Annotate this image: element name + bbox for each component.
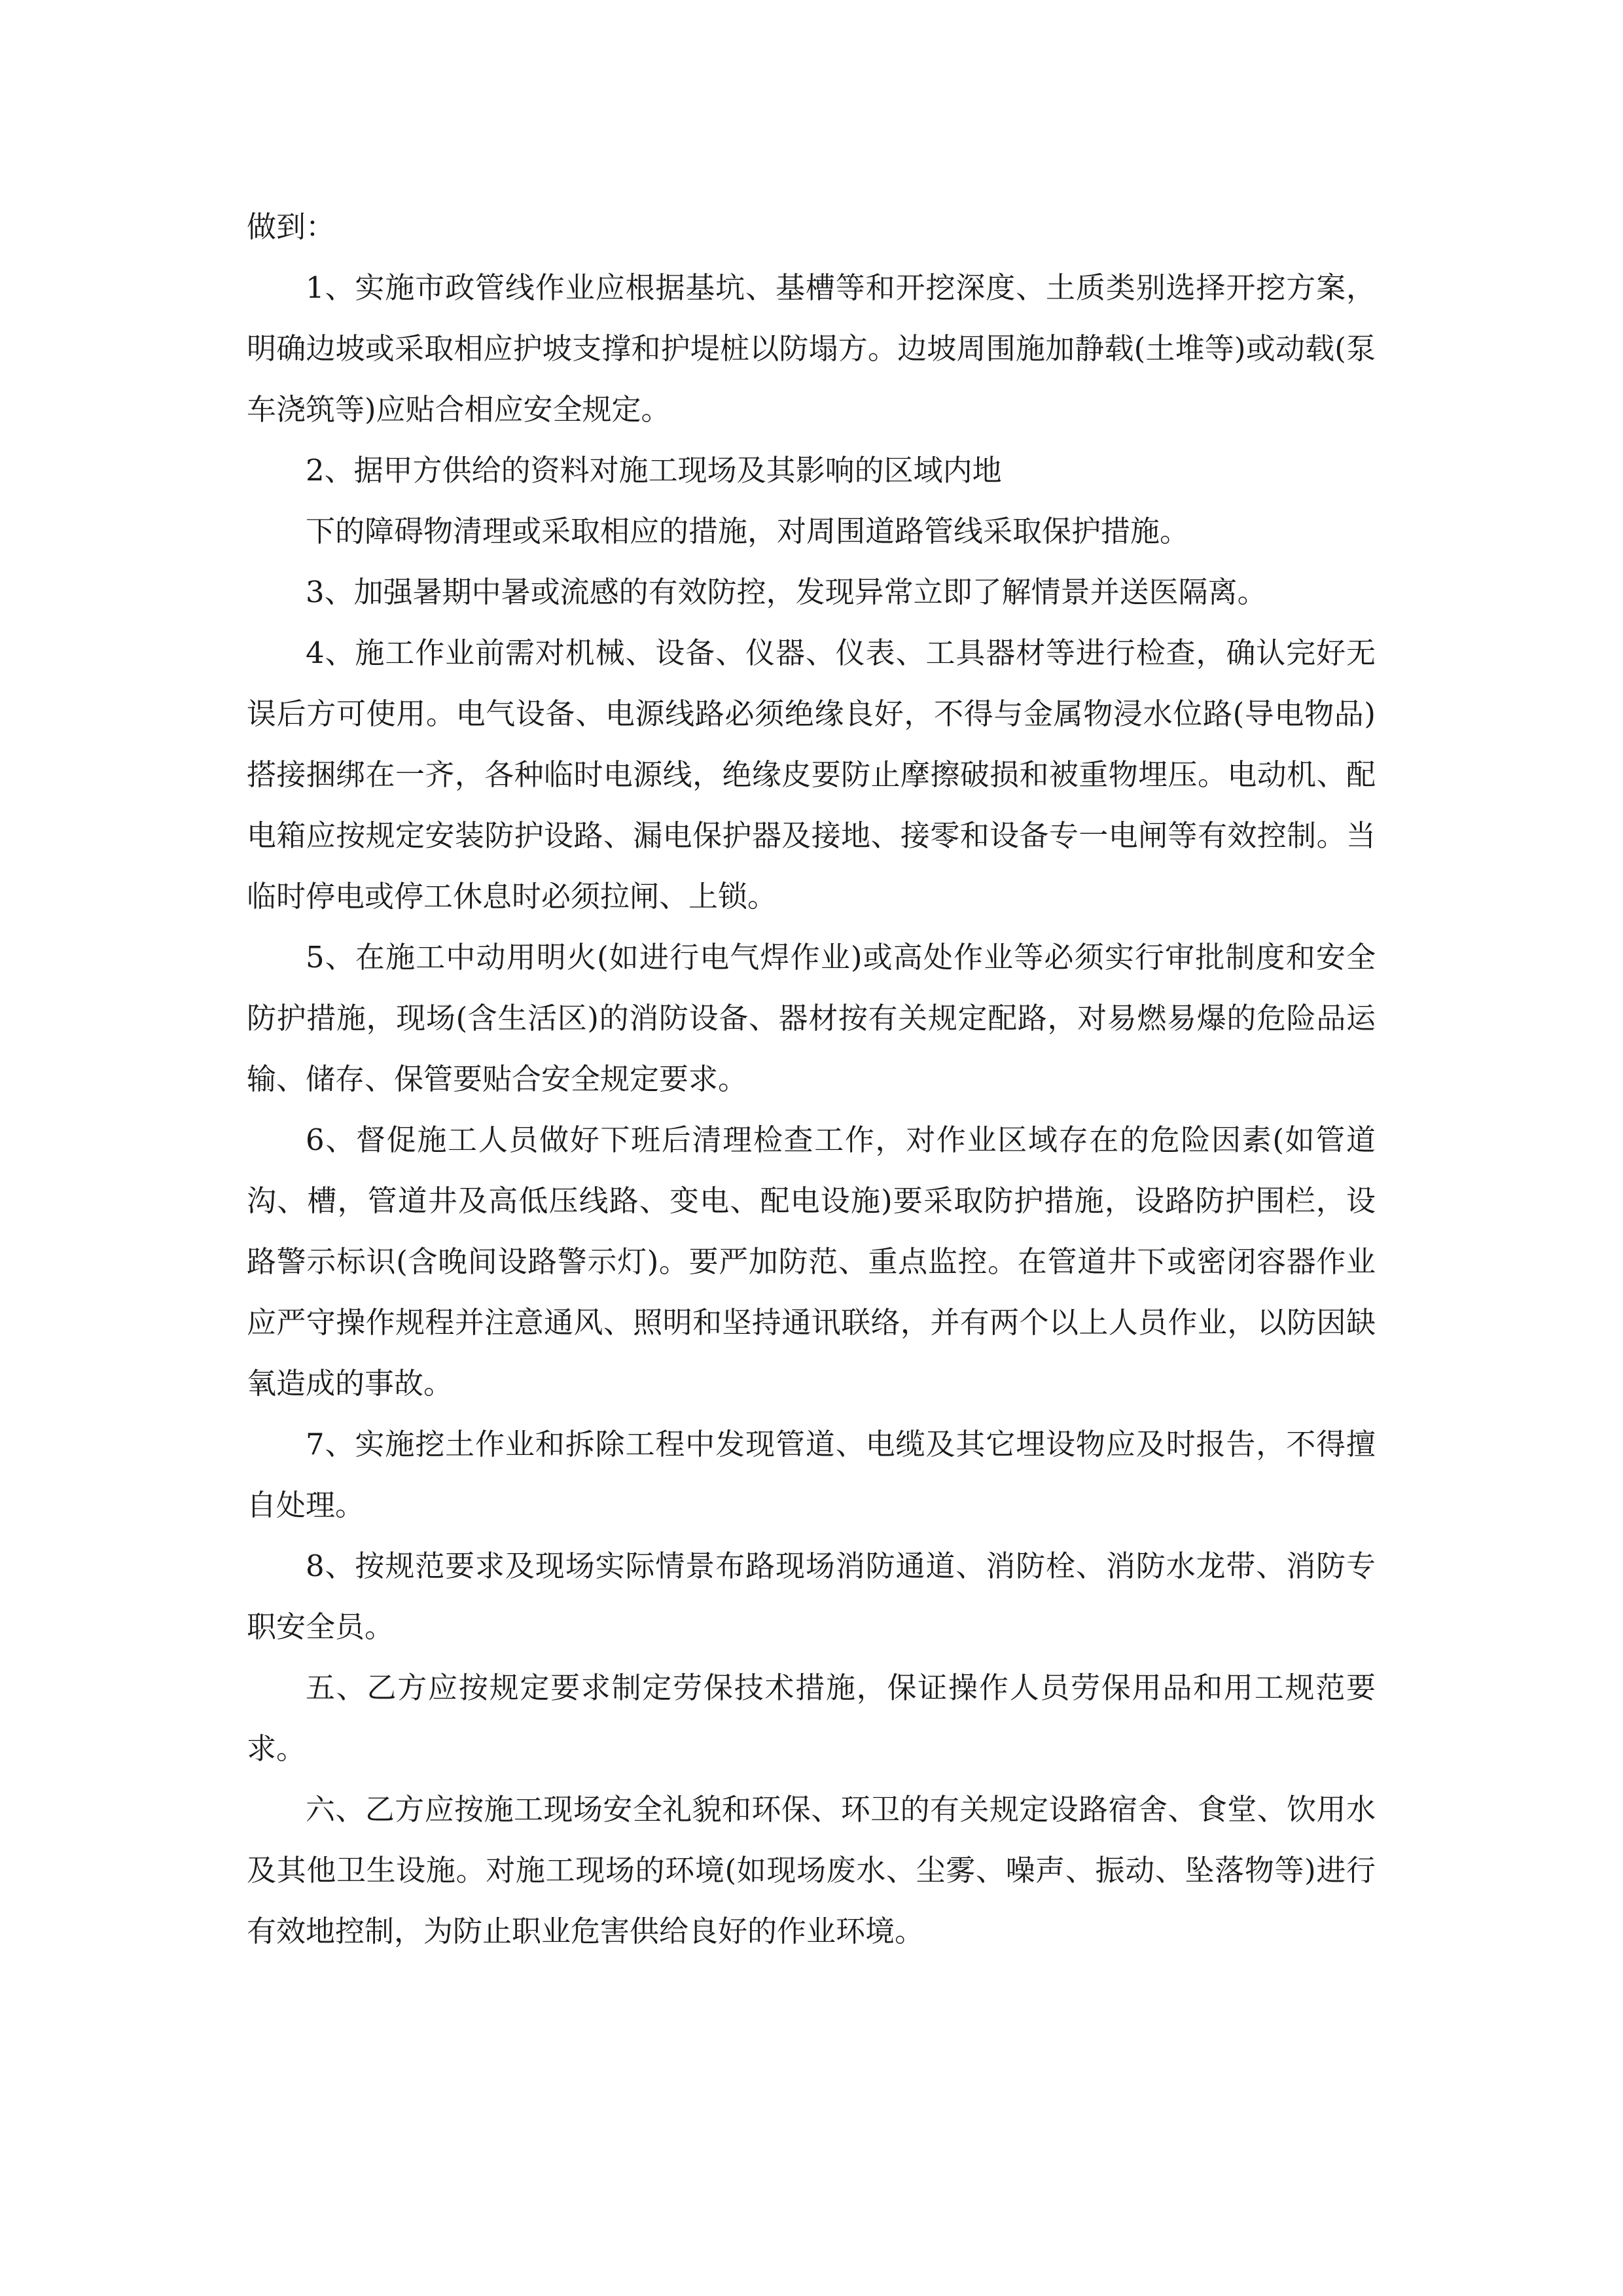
paragraph-item-8: 8、按规范要求及现场实际情景布路现场消防通道、消防栓、消防水龙带、消防专职安全员。: [247, 1549, 1376, 1644]
paragraph-item-1: 1、实施市政管线作业应根据基坑、基槽等和开挖深度、土质类别选择开挖方案，明确边坡或采取相应护坡支撑和护堤桩以防塌方。边坡周围施加静载(土堆等)或动载(泵车浇筑等)应贴合相应安全规定。: [247, 270, 1376, 427]
paragraph-section-6: 六、乙方应按施工现场安全礼貌和环保、环卫的有关规定设路宿舍、食堂、饮用水及其他卫生设施。对施工现场的环境(如现场废水、尘雾、噪声、振动、坠落物等)进行有效地控制，为防止职业危害供给良好的作业环境。: [247, 1792, 1376, 1948]
paragraph-continuation: 做到：: [247, 209, 336, 244]
paragraph-item-5: 5、在施工中动用明火(如进行电气焊作业)或高处作业等必须实行审批制度和安全防护措施，现场(含生活区)的消防设备、器材按有关规定配路，对易燃易爆的危险品运输、储存、保管要贴合安全规定要求。: [247, 940, 1376, 1096]
paragraph-item-3: 3、加强暑期中暑或流感的有效防控，发现异常立即了解情景并送医隔离。: [306, 575, 1267, 609]
paragraph-item-7: 7、实施挖土作业和拆除工程中发现管道、电缆及其它埋设物应及时报告，不得擅自处理。: [247, 1427, 1376, 1522]
paragraph-item-6: 6、督促施工人员做好下班后清理检查工作，对作业区域存在的危险因素(如管道沟、槽，管道井及高低压线路、变电、配电设施)要采取防护措施，设路防护围栏，设路警示标识(含晚间设路警示灯)。要严加防范、重点监控。在管道井下或密闭容器作业应严守操作规程并注意通风、照明和坚持通讯联络，并有两个以上人员作业，以防因缺氧造成的事故。: [247, 1122, 1376, 1401]
paragraph-item-2-continued: 下的障碍物清理或采取相应的措施，对周围道路管线采取保护措施。: [306, 514, 1190, 548]
paragraph-item-2: 2、据甲方供给的资料对施工现场及其影响的区域内地: [306, 453, 1002, 488]
paragraph-section-5: 五、乙方应按规定要求制定劳保技术措施，保证操作人员劳保用品和用工规范要求。: [247, 1670, 1376, 1766]
document-body: [247, 196, 1376, 1962]
paragraph-item-4: 4、施工作业前需对机械、设备、仪器、仪表、工具器材等进行检查，确认完好无误后方可使用。电气设备、电源线路必须绝缘良好，不得与金属物浸水位路(导电物品)搭接捆绑在一齐，各种临时电源线，绝缘皮要防止摩擦破损和被重物埋压。电动机、配电箱应按规定安装防护设路、漏电保护器及接地、接零和设备专一电闸等有效控制。当临时停电或停工休息时必须拉闸、上锁。: [247, 636, 1376, 914]
